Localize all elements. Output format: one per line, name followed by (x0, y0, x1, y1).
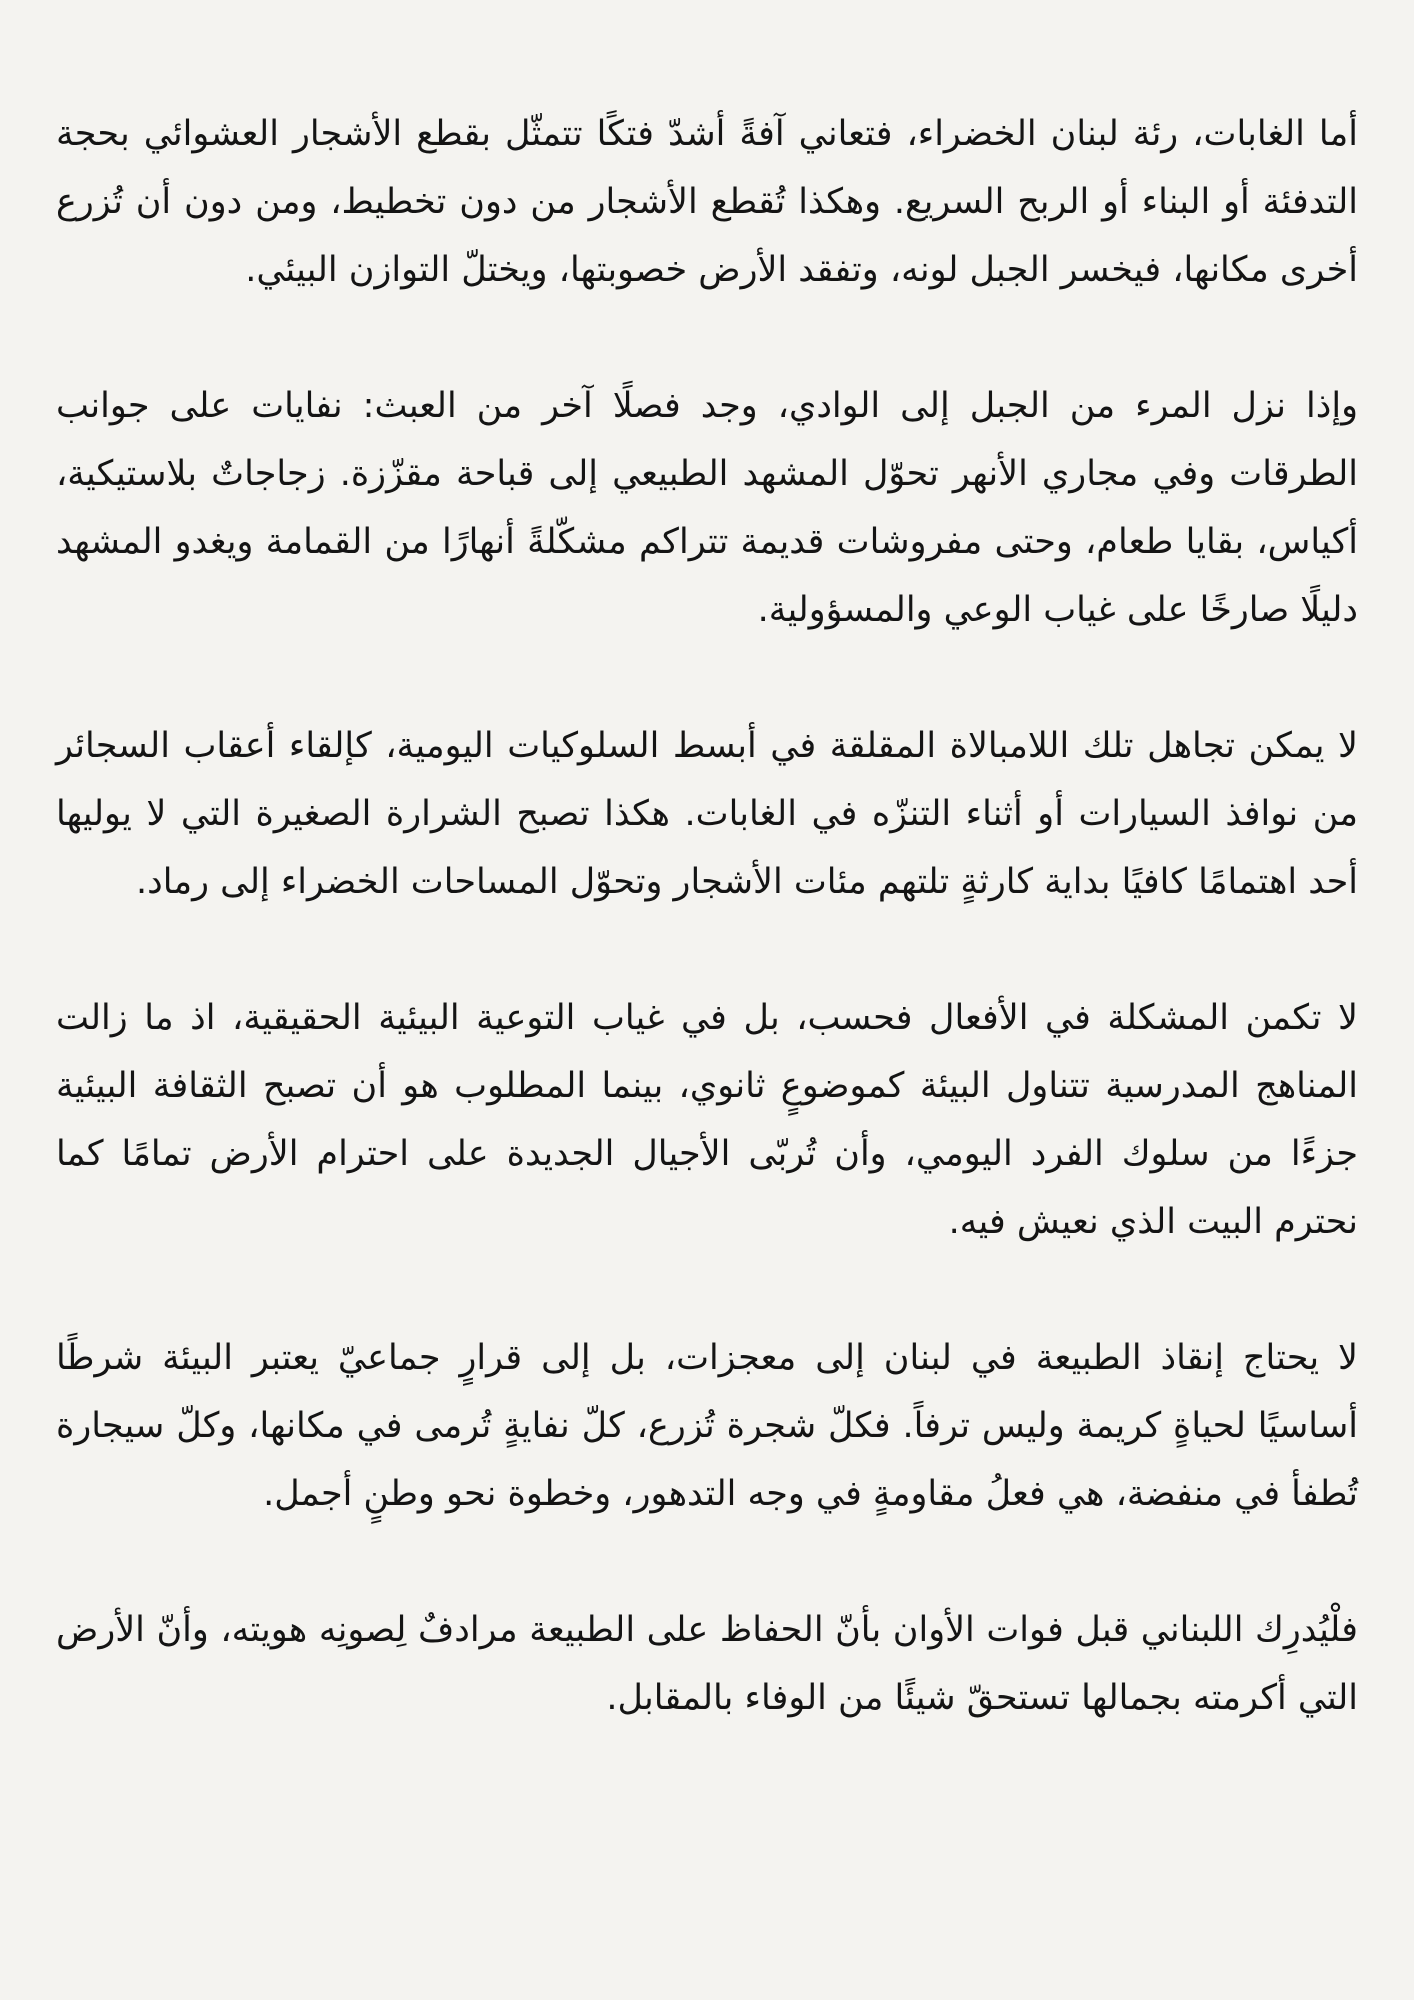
paragraph-forests: أما الغابات، رئة لبنان الخضراء، فتعاني آفةً أشدّ فتكًا تتمثّل بقطع الأشجار العشوائي بحجة التدفئة أو البناء أو الربح السريع. وهكذا تُقطع الأشجار من دون تخطيط، ومن دون أن تُزرع أخرى مكانها، فيخسر الجبل لونه، وتفقد الأرض خصوبتها، ويختلّ التوازن البيئي. (56, 114, 1358, 290)
paragraph-collective-decision: لا يحتاج إنقاذ الطبيعة في لبنان إلى معجزات، بل إلى قرارٍ جماعيّ يعتبر البيئة شرطًا أساسيًا لحياةٍ كريمة وليس ترفاً. فكلّ شجرة تُزرع، كلّ نفايةٍ تُرمى في مكانها، وكلّ سيجارة تُطفأ في منفضة، هي فعلُ مقاومةٍ في وجه التدهور، وخطوة نحو وطنٍ أجمل. (56, 1338, 1358, 1514)
paragraph-awareness: لا تكمن المشكلة في الأفعال فحسب، بل في غياب التوعية البيئية الحقيقية، اذ ما زالت المناهج المدرسية تتناول البيئة كموضوعٍ ثانوي، بينما المطلوب هو أن تصبح الثقافة البيئية جزءًا من سلوك الفرد اليومي، وأن تُربّى الأجيال الجديدة على احترام الأرض تمامًا كما نحترم البيت الذي نعيش فيه. (56, 998, 1358, 1242)
paragraph-waste: وإذا نزل المرء من الجبل إلى الوادي، وجد فصلًا آخر من العبث: نفايات على جوانب الطرقات وفي مجاري الأنهر تحوّل المشهد الطبيعي إلى قباحة مقزّزة. زجاجاتٌ بلاستيكية، أكياس، بقايا طعام، وحتى مفروشات قديمة تتراكم مشكّلةً أنهارًا من القمامة ويغدو المشهد دليلًا صارخًا على غياب الوعي والمسؤولية. (56, 386, 1358, 630)
article-body (56, 100, 1358, 1732)
paragraph-conclusion: فلْيُدرِك اللبناني قبل فوات الأوان بأنّ الحفاظ على الطبيعة مرادفٌ لِصونِه هويته، وأنّ الأرض التي أكرمته بجمالها تستحقّ شيئًا من الوفاء بالمقابل. (56, 1610, 1358, 1718)
paragraph-cigarettes: لا يمكن تجاهل تلك اللامبالاة المقلقة في أبسط السلوكيات اليومية، كإلقاء أعقاب السجائر من نوافذ السيارات أو أثناء التنزّه في الغابات. هكذا تصبح الشرارة الصغيرة التي لا يوليها أحد اهتمامًا كافيًا بداية كارثةٍ تلتهم مئات الأشجار وتحوّل المساحات الخضراء إلى رماد. (56, 726, 1358, 902)
